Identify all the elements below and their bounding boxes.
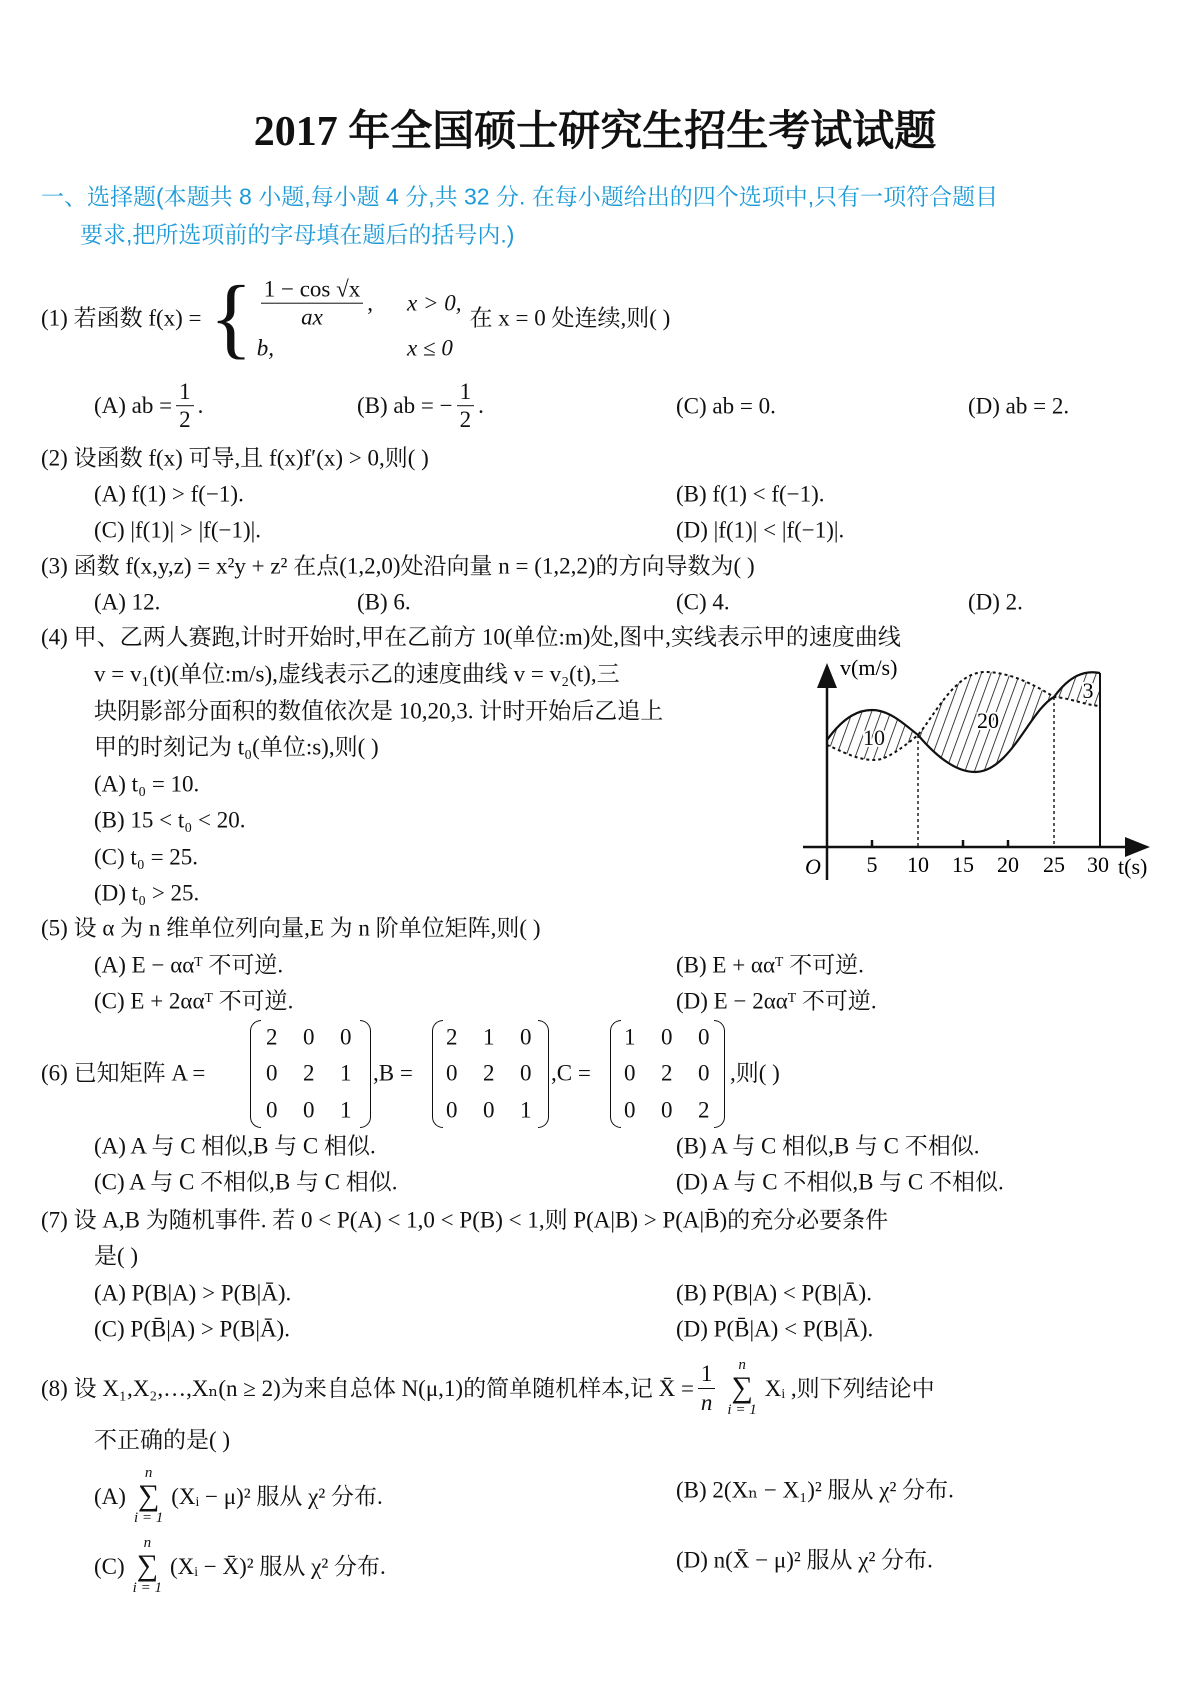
option-c[interactable]: (C) A 与 C 不相似,B 与 C 相似. [94, 1169, 398, 1195]
frac-num: 1 [457, 379, 475, 406]
option-c[interactable]: (C) 4. [676, 589, 730, 615]
option-d[interactable]: (D) A 与 C 不相似,B 与 C 不相似. [676, 1169, 1004, 1195]
right-paren [538, 1020, 549, 1128]
matrix-cell: 2 [483, 1060, 495, 1086]
matrix-cell: 1 [340, 1060, 352, 1086]
option-c[interactable]: (C) t₀ = 25. [94, 844, 199, 870]
q1-case2: b, [256, 335, 274, 361]
page-title: 2017 年全国硕士研究生招生考试试题 [253, 109, 937, 155]
option-text: (B) ab = − [357, 393, 453, 419]
q8-stem: 不正确的是( ) [94, 1427, 231, 1453]
left-paren [610, 1020, 621, 1128]
tick-label: 5 [866, 852, 878, 877]
sum-symbol: ∑ [136, 1549, 159, 1582]
frac-den: 2 [459, 407, 472, 433]
option-c[interactable] [94, 1536, 386, 1596]
matrix-cell: 0 [661, 1097, 673, 1123]
q4-stem: 甲的时刻记为 t₀(单位:s),则( ) [94, 734, 379, 760]
frac-den: 2 [179, 407, 191, 433]
q8-stem: (8) 设 X₁,X₂,…,Xₙ(n ≥ 2)为来自总体 N(μ,1)的简单随机样本,记 X̄ = [41, 1375, 694, 1401]
option-a[interactable]: (A) P(B|A) > P(B|Ā). [94, 1280, 292, 1306]
frac-num: 1 [698, 1361, 716, 1388]
matrix-cell: 1 [340, 1097, 352, 1123]
matrix-cell: 0 [483, 1097, 495, 1123]
tick-label: 20 [997, 852, 1019, 877]
matrix-cell: 2 [446, 1024, 458, 1050]
option-c[interactable]: (C) P(B̄|A) > P(B|Ā). [94, 1316, 290, 1342]
sum-symbol: ∑ [137, 1479, 160, 1512]
area-label: 3 [1082, 678, 1094, 703]
q8-stem-row [41, 1358, 935, 1418]
matrix-cell: 0 [303, 1024, 315, 1050]
sum-lower: i = 1 [132, 1580, 162, 1596]
option-a[interactable]: (A) E − ααᵀ 不可逆. [94, 952, 284, 978]
option-a[interactable] [94, 1466, 383, 1526]
matrix-cell: 2 [266, 1024, 278, 1050]
option-a[interactable]: (A) A 与 C 相似,B 与 C 相似. [94, 1133, 376, 1159]
q6-label-b: ,B = [373, 1060, 413, 1086]
sum-upper: n [143, 1535, 152, 1551]
area-label: 10 [863, 725, 885, 750]
q4-stem: 块阴影部分面积的数值依次是 10,20,3. 计时开始后乙追上 [94, 698, 664, 724]
q4-stem: (4) 甲、乙两人赛跑,计时开始时,甲在乙前方 10(单位:m)处,图中,实线表示甲的速度曲线 [41, 624, 901, 650]
tick-label: 30 [1087, 852, 1109, 877]
q1-denominator: ax [301, 305, 323, 330]
sum-upper: n [144, 1465, 153, 1481]
option-b[interactable]: (B) A 与 C 相似,B 与 C 不相似. [676, 1133, 980, 1159]
summation [133, 1536, 162, 1596]
x-axis-label: t(s) [1118, 854, 1148, 879]
matrix-cell: 0 [624, 1097, 636, 1123]
option-d[interactable]: (D) n(X̄ − μ)² 服从 χ² 分布. [676, 1547, 933, 1573]
fraction [698, 1361, 716, 1415]
option-a[interactable]: (A) 12. [94, 589, 161, 615]
velocity-figure [750, 650, 1190, 900]
shaded-region [827, 672, 1100, 772]
matrix-cell: 0 [446, 1097, 458, 1123]
option-c[interactable]: (C) |f(1)| > |f(−1)|. [94, 517, 261, 543]
matrix-cell: 0 [698, 1024, 710, 1050]
matrix-cell: 0 [661, 1024, 673, 1050]
summation [727, 1358, 756, 1418]
sum-symbol: ∑ [731, 1371, 753, 1404]
q1-suffix: 在 x = 0 处连续,则( ) [469, 305, 671, 331]
matrix-cell: 1 [624, 1024, 636, 1050]
matrix-cell: 0 [520, 1024, 532, 1050]
tick-label: 15 [952, 852, 974, 877]
matrix-cell: 0 [446, 1060, 458, 1086]
brace: { [209, 268, 253, 368]
option-text: (Xᵢ − X̄)² 服从 χ² 分布. [169, 1553, 386, 1579]
q1-cond2: x ≤ 0 [407, 335, 453, 361]
right-paren [360, 1020, 371, 1128]
left-paren [250, 1020, 261, 1128]
option-b[interactable] [357, 379, 484, 433]
matrix-cell: 0 [266, 1097, 278, 1123]
option-a[interactable]: (A) t₀ = 10. [94, 771, 200, 797]
q2-stem: (2) 设函数 f(x) 可导,且 f(x)f′(x) > 0,则( ) [41, 445, 429, 471]
frac-den: n [700, 1389, 713, 1415]
q3-stem: (3) 函数 f(x,y,z) = x²y + z² 在点(1,2,0)处沿向量 n = (1,2,2)的方向导数为( ) [41, 553, 755, 579]
q4-stem: v = v₁(t)(单位:m/s),虚线表示乙的速度曲线 v = v₂(t),三 [94, 661, 620, 687]
sum-upper: n [738, 1357, 746, 1373]
option-label: (C) [94, 1553, 125, 1579]
frac-num: 1 [176, 379, 194, 406]
option-b[interactable]: (B) E + ααᵀ 不可逆. [676, 952, 864, 978]
matrix-cell: 2 [698, 1097, 710, 1123]
q5-stem: (5) 设 α 为 n 维单位列向量,E 为 n 阶单位矩阵,则( ) [41, 915, 541, 941]
fraction [457, 379, 475, 433]
option-d[interactable]: (D) E − 2ααᵀ 不可逆. [676, 988, 877, 1014]
matrix-cell: 0 [303, 1097, 315, 1123]
option-c[interactable]: (C) E + 2ααᵀ 不可逆. [94, 988, 294, 1014]
tick-label: 10 [907, 852, 929, 877]
q7-stem: (7) 设 A,B 为随机事件. 若 0 < P(A) < 1,0 < P(B) < 1,则 P(A|B) > P(A|B̄)的充分必要条件 [41, 1207, 889, 1233]
q7-stem: 是( ) [94, 1243, 139, 1269]
q1-numerator: 1 − cos √x [261, 277, 364, 304]
option-b[interactable]: (B) P(B|A) < P(B|Ā). [676, 1280, 872, 1306]
option-d[interactable]: (D) t₀ > 25. [94, 880, 200, 906]
q1-prefix: (1) 若函数 f(x) = [41, 305, 202, 331]
matrix-cell: 0 [340, 1024, 352, 1050]
q1-stem-row [41, 268, 671, 368]
option-text: (Xᵢ − μ)² 服从 χ² 分布. [171, 1483, 383, 1509]
section-heading-cont: 要求,把所选项前的字母填在题后的括号内.) [80, 221, 515, 248]
q1-fraction [261, 277, 364, 331]
right-paren [714, 1020, 725, 1128]
option-b[interactable]: (B) f(1) < f(−1). [676, 481, 825, 507]
sum-lower: i = 1 [133, 1510, 164, 1526]
option-label: (A) [94, 1483, 126, 1509]
sum-lower: i = 1 [727, 1402, 757, 1418]
option-d[interactable]: (D) P(B̄|A) < P(B|Ā). [676, 1316, 874, 1342]
section-heading: 一、选择题(本题共 8 小题,每小题 4 分,共 32 分. 在每小题给出的四个选项中,只有一项符合题目 [41, 183, 999, 210]
option-b[interactable]: (B) 2(Xₙ − X₁)² 服从 χ² 分布. [676, 1477, 954, 1503]
matrix-cell: 2 [661, 1060, 673, 1086]
q1-cond1: x > 0, [407, 291, 462, 316]
matrix-cell: 0 [624, 1060, 636, 1086]
q1-piecewise [257, 277, 462, 360]
q6-prefix: (6) 已知矩阵 A = [41, 1060, 206, 1086]
matrix-cell: 1 [520, 1097, 532, 1123]
period: . [478, 393, 484, 419]
q1-case1 [257, 277, 373, 331]
period: . [197, 393, 204, 419]
q1-comma: , [367, 291, 373, 316]
area-label: 20 [977, 708, 999, 733]
q6-suffix: ,则( ) [730, 1060, 780, 1086]
option-d[interactable]: (D) ab = 2. [968, 393, 1070, 419]
matrix-cell: 0 [698, 1060, 710, 1086]
matrix-cell: 0 [266, 1060, 278, 1086]
matrix-cell: 0 [520, 1060, 532, 1086]
option-text: (A) ab = [94, 393, 173, 419]
option-a[interactable] [94, 379, 203, 433]
q8-stem: Xᵢ ,则下列结论中 [764, 1375, 935, 1401]
q6-label-c: ,C = [551, 1060, 591, 1086]
tick-label: 25 [1043, 852, 1065, 877]
matrix-cell: 2 [303, 1060, 315, 1086]
option-d[interactable]: (D) |f(1)| < |f(−1)|. [676, 517, 845, 543]
origin-label: O [805, 854, 821, 879]
option-b[interactable]: (B) 15 < t₀ < 20. [94, 807, 246, 833]
summation [134, 1466, 163, 1526]
option-c[interactable]: (C) ab = 0. [676, 393, 776, 419]
left-paren [432, 1020, 443, 1128]
fraction [176, 379, 194, 433]
y-axis-label: v(m/s) [840, 655, 898, 680]
matrix-cell: 1 [483, 1024, 495, 1050]
option-a[interactable]: (A) f(1) > f(−1). [94, 481, 244, 507]
option-d[interactable]: (D) 2. [968, 589, 1023, 615]
option-b[interactable]: (B) 6. [357, 589, 411, 615]
